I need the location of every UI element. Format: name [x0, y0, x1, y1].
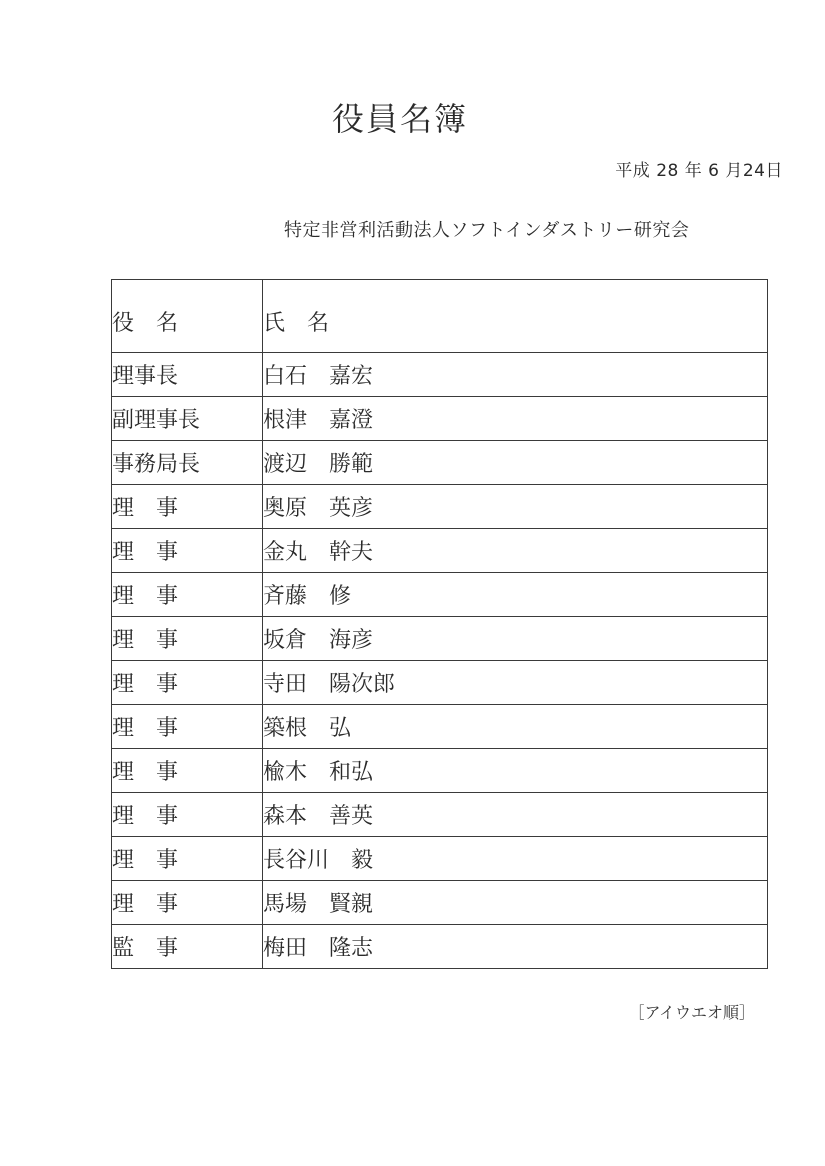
table-row [112, 441, 768, 485]
officer-role: 理 事 [112, 628, 179, 653]
table-row [112, 749, 768, 793]
officer-name: 馬場 賢親 [263, 892, 374, 917]
table-row [112, 397, 768, 441]
officer-name: 梅田 隆志 [263, 936, 374, 961]
table-row [112, 661, 768, 705]
role-column-header: 役 名 [112, 280, 263, 353]
officer-name: 渡辺 勝範 [263, 452, 374, 477]
officer-role: 理 事 [112, 716, 179, 741]
sort-order-note: ［アイウエオ順］ [628, 1003, 755, 1022]
officer-name: 森本 善英 [263, 804, 374, 829]
officer-roster-table [111, 279, 768, 969]
officer-name: 金丸 幹夫 [263, 540, 374, 565]
officer-role: 副理事長 [112, 408, 201, 433]
table-row [112, 573, 768, 617]
table-row [112, 485, 768, 529]
officer-name: 楡木 和弘 [263, 760, 374, 785]
table-row [112, 881, 768, 925]
table-row [112, 353, 768, 397]
table-row [112, 529, 768, 573]
officer-role: 理 事 [112, 848, 179, 873]
table-header-row [112, 280, 768, 353]
officer-name: 坂倉 海彦 [263, 628, 374, 653]
officer-role: 理 事 [112, 540, 179, 565]
table-row [112, 705, 768, 749]
table-row [112, 925, 768, 969]
officer-name: 白石 嘉宏 [263, 364, 374, 389]
officer-name: 奥原 英彦 [263, 496, 374, 521]
organization-name: 特定非営利活動法人ソフトインダストリー研究会 [284, 220, 690, 241]
officer-role: 理 事 [112, 760, 179, 785]
officer-role: 理事長 [112, 364, 179, 389]
table-row [112, 837, 768, 881]
officer-role: 理 事 [112, 892, 179, 917]
officer-role: 監 事 [112, 936, 179, 961]
table-row [112, 793, 768, 837]
officer-role: 理 事 [112, 804, 179, 829]
officer-name: 築根 弘 [263, 716, 352, 741]
officer-role: 理 事 [112, 672, 179, 697]
page-title: 役員名簿 [331, 100, 468, 138]
officer-name: 根津 嘉澄 [263, 408, 374, 433]
table-row [112, 617, 768, 661]
name-column-header: 氏 名 [263, 280, 768, 353]
officer-role: 事務局長 [112, 452, 201, 477]
officer-role: 理 事 [112, 496, 179, 521]
officer-role: 理 事 [112, 584, 179, 609]
document-date: 平成 28 年 6 月24日 [615, 161, 783, 181]
officer-name: 寺田 陽次郎 [263, 672, 396, 697]
officer-name: 長谷川 毅 [263, 848, 374, 873]
officer-name: 斉藤 修 [263, 584, 352, 609]
